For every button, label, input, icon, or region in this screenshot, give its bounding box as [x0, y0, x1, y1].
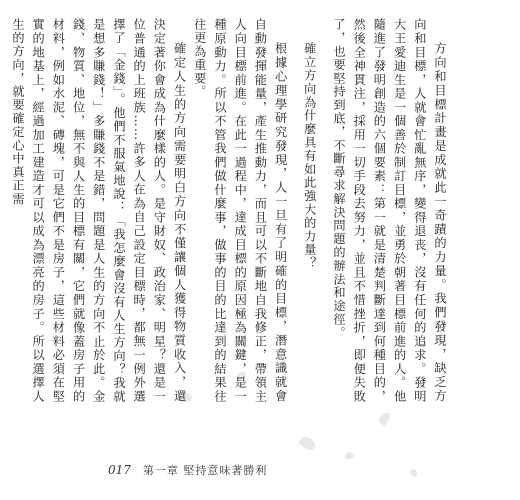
- body-text: [10, 18, 450, 403]
- chapter-title: 第一章 堅持意味著勝利: [142, 464, 268, 477]
- decorative-petal: [377, 411, 392, 427]
- decorative-petal: [298, 434, 317, 453]
- decorative-petal: [410, 468, 418, 478]
- paragraph: 方向和目標計畫是成就此一奇蹟的力量。我們發現，缺乏方向和目標，人就會忙亂無序，變得退丧，沒有任何的追求。發明大王愛迪生是一個善於制訂目標，並勇於朝著目標前進的人。他隨進了發明創造的六個要素：第一就是清楚判斷達到何種目的，然後全神貫注，採用一切手段去努力，並且不惜挫折，即便失敗了，也要堅持到底，不斷尋求解決問題的辦法和途徑。: [331, 18, 447, 403]
- page-footer: [108, 462, 267, 478]
- section-heading: 確立方向為什麼具有如此強大的力量？: [302, 42, 317, 271]
- paragraph: 確定人生的方向需要明白方向不僅讓個人獲得物質收入，還決定著你會成為什麼樣的人。是守財奴、政治家、明星？還是一位普通的上班族……許多人在為自己設定目標時，都無一例外選擇了「金錢」。他們不服氣地說：「我怎麼會沒有人生方向？我就是想多賺錢！」多賺錢不是錯，問題是人生的方向不止於此。金錢、物質、地位，無不與人生的目標有關，它們就像蓋房子用的材料，例如水泥、磚塊，可是它們不是房子，這些材料必須在堅實的地基上，經過加工建造才可以成為漂亮的房子。所以選擇人生的方向，就要確定心中真正需: [10, 18, 187, 403]
- page-number: 017: [108, 463, 131, 477]
- decorative-petal: [344, 451, 354, 459]
- paragraph: 根據心理學研究發現，人一旦有了明確的目標，潛意識就會自動發揮能量，產生推動力，而且可以不斷地自我修正，帶領主人向目標前進。在此一過程中，達成目標的原因極為關鍵，是一種原動力。所以不管我們做什麼事，做事的目的比達到的結果往往更為重要。: [192, 18, 288, 403]
